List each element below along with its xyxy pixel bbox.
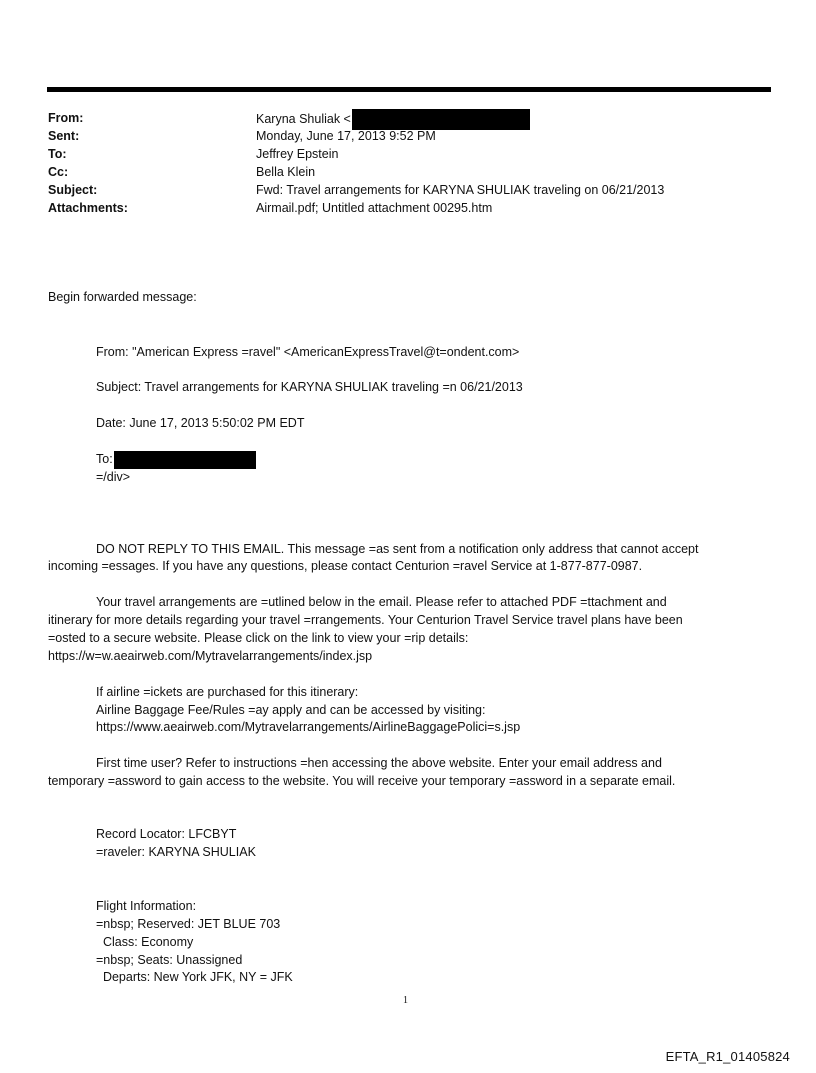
sent-label: Sent:	[48, 129, 80, 143]
fwd-date: Date: June 17, 2013 5:50:02 PM EDT	[96, 416, 305, 430]
fwd-from: From: "American Express =ravel" <AmericanExpressTravel@t=ondent.com>	[96, 345, 520, 359]
p3-line1: If airline =ickets are purchased for this itinerary:	[96, 685, 359, 699]
fwd-to	[96, 450, 256, 469]
to-value: Jeffrey Epstein	[256, 147, 339, 161]
record-locator: Record Locator: LFCBYT	[96, 827, 237, 841]
bates-number: EFTA_R1_01405824	[665, 1049, 790, 1064]
fwd-to-label: To:	[96, 452, 113, 466]
fwd-div: =/div>	[96, 470, 131, 484]
to-label: To:	[48, 147, 67, 161]
subject-label: Subject:	[48, 183, 98, 197]
flight-info-heading: Flight Information:	[96, 899, 197, 913]
cc-label: Cc:	[48, 165, 69, 179]
traveler: =raveler: KARYNA SHULIAK	[96, 845, 256, 859]
intro-line: Begin forwarded message:	[48, 290, 197, 304]
p2-line2: itinerary for more details regarding your travel =rrangements. Your Centurion Travel Service travel plans have been	[48, 613, 683, 627]
attachments-value: Airmail.pdf; Untitled attachment 00295.htm	[256, 201, 493, 215]
p4-line2: temporary =assword to gain access to the website. You will receive your temporary =assword in a separate email.	[48, 774, 676, 788]
cc-value: Bella Klein	[256, 165, 316, 179]
p2-line1: Your travel arrangements are =utlined below in the email. Please refer to attached PDF =ttachment and	[96, 595, 667, 609]
p2-line3: =osted to a secure website. Please click on the link to view your =rip details:	[48, 631, 469, 645]
fwd-subject: Subject: Travel arrangements for KARYNA SHULIAK traveling =n 06/21/2013	[96, 380, 523, 394]
attachments-label: Attachments:	[48, 201, 128, 215]
flight-seats: =nbsp; Seats: Unassigned	[96, 953, 243, 967]
p1-line2: incoming =essages. If you have any questions, please contact Centurion =ravel Service at 1-877-877-0987.	[48, 559, 643, 573]
p4-line1: First time user? Refer to instructions =hen accessing the above website. Enter your email address and	[96, 756, 662, 770]
flight-departs: Departs: New York JFK, NY = JFK	[96, 970, 293, 984]
p1-line1: DO NOT REPLY TO THIS EMAIL. This message =as sent from a notification only address that cannot accept	[96, 542, 699, 556]
flight-class: Class: Economy	[96, 935, 194, 949]
page-number: 1	[403, 995, 408, 1006]
p2-line4: https://w=w.aeairweb.com/Mytravelarrangements/index.jsp	[48, 649, 373, 663]
redaction-block	[114, 451, 256, 469]
flight-reserved: =nbsp; Reserved: JET BLUE 703	[96, 917, 281, 931]
email-body	[48, 0, 748, 1000]
from-name: Karyna Shuliak <	[256, 111, 351, 126]
p3-line2: Airline Baggage Fee/Rules =ay apply and can be accessed by visiting:	[96, 703, 486, 717]
sent-value: Monday, June 17, 2013 9:52 PM	[256, 129, 436, 143]
subject-value: Fwd: Travel arrangements for KARYNA SHULIAK traveling on 06/21/2013	[256, 183, 665, 197]
from-label: From:	[48, 111, 84, 125]
p3-line3: https://www.aeairweb.com/Mytravelarrangements/AirlineBaggagePolici=s.jsp	[96, 720, 521, 734]
